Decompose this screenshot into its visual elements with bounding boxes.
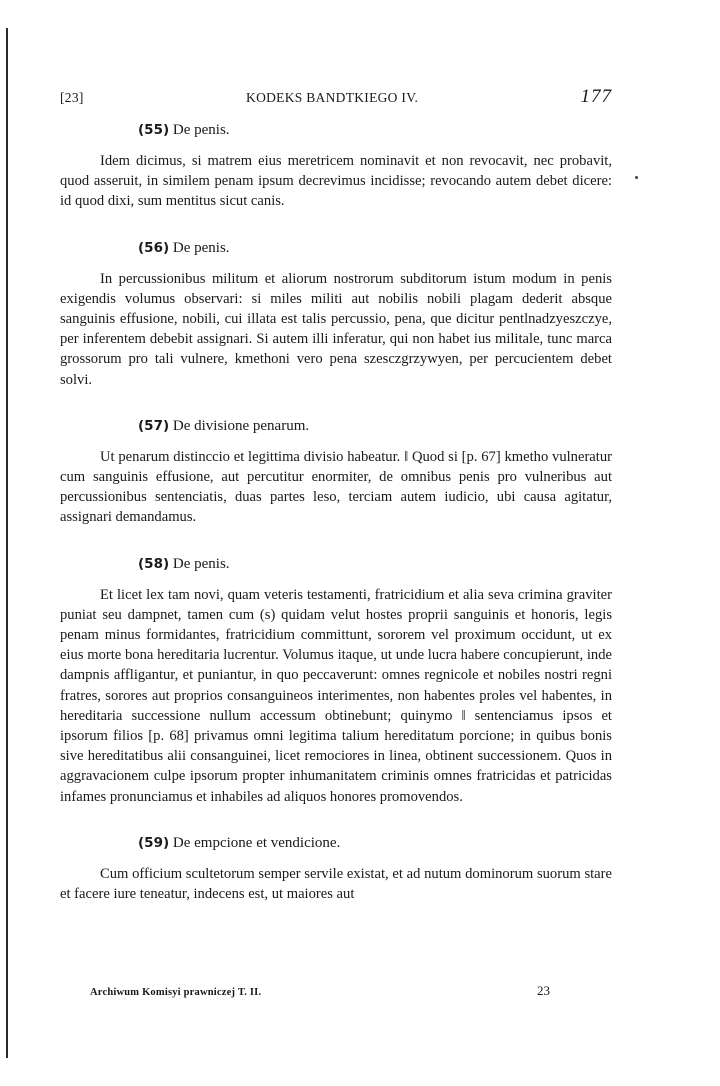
running-header bbox=[60, 86, 612, 110]
section-number: (58) bbox=[138, 555, 170, 572]
header-page-number: 177 bbox=[580, 86, 612, 107]
section-57 bbox=[60, 416, 612, 528]
section-title: De penis. bbox=[169, 122, 230, 138]
section-59 bbox=[60, 833, 612, 904]
footer-source: Archiwum Komisyi prawniczej T. II. bbox=[90, 987, 262, 998]
section-58 bbox=[60, 554, 612, 807]
footer-signature: 23 bbox=[537, 983, 550, 998]
page-body bbox=[60, 86, 612, 904]
page-footer bbox=[90, 983, 550, 999]
section-title: De penis. bbox=[169, 239, 230, 256]
header-title: KODEKS BANDTKIEGO IV. bbox=[246, 90, 419, 105]
section-paragraph: Cum officium scultetorum semper servile existat, et ad nutum dominorum suorum stare et facere iure teneatur, indecens est, ut maiores aut bbox=[60, 865, 612, 903]
section-number: (56) bbox=[138, 239, 170, 256]
section-number: (59) bbox=[138, 834, 170, 851]
section-paragraph: Et licet lex tam novi, quam veteris testamenti, fratricidium et alia seva crimina graviter puniat seu dampnet, tamen cum (s) quidam velut hostes proprii sanguinis et honoris, legis penam minus formidantes, fratricidium committunt, sororem vel proximum occidunt, ut ex eius morte bona hereditaria lucrentur. Volumus itaque, ut unde lucra habere concupierunt, inde dampnis affligantur, et puniantur, in quo peccaverunt: omnes regnicole et nobiles nostri regni fratres, sorores aut proprios consanguineos interimentes, non habentes proles vel habentes, in hereditaria successione nullum accessum obtinebunt; quinymo ‖ sentenciamus ipsos et ipsorum filios [p. 68] privamus omni legitima talium hereditatum porcione; in quibus bonis sive hereditatibus alii consanguinei, licet remociores in linea, obtinent successionem. Quos in aggravacionem culpe ipsorum propter inhumanitatem criminis omnes fratricidas et patricidas infames pronunciamus et inhabiles ad aliquos honores promovendos. bbox=[60, 586, 612, 805]
section-heading bbox=[138, 238, 612, 258]
scan-speck bbox=[635, 176, 638, 179]
section-heading bbox=[138, 833, 612, 853]
header-section-ref: [23] bbox=[60, 90, 84, 105]
section-number: (55) bbox=[138, 122, 170, 138]
section-55 bbox=[60, 120, 612, 212]
section-paragraph: In percussionibus militum et aliorum nostrorum subditorum istum modum in penis exigendis volumus observari: si miles militi aut nobilis nobili plagam dederit absque sanguinis effusione, nobili, cui illata est talis percussio, pena, que dicitur pentlnadzyeszczye, per inferentem debebit assignari. Si autem illi inferatur, qui non habet ius militale, tunc marca grossorum pro tali vulnere, kmethoni vero pena szesczgrzywyen, per percucientem debet solvi. bbox=[60, 270, 612, 388]
section-heading bbox=[138, 416, 612, 436]
section-title: De penis. bbox=[169, 555, 230, 572]
section-heading bbox=[138, 120, 612, 140]
section-paragraph: Idem dicimus, si matrem eius meretricem nominavit et non revocavit, nec probavit, quod asseruit, in similem penam ipsum decrevimus incidisse; revocando autem debet dicere: id quod dixi, sum mentitus sicut canis. bbox=[60, 153, 612, 210]
section-title: De empcione et vendicione. bbox=[169, 834, 341, 851]
section-number: (57) bbox=[138, 417, 170, 434]
section-paragraph: Ut penarum distinccio et legittima divisio habeatur. ‖ Quod si [p. 67] kmetho vulneratur cum sanguinis effusione, aut percutitur enormiter, de omnibus penis pro vulneribus aut percussionibus sentenciatis, duas partes leso, terciam autem iudicio, ubi causa agitatur, assignari demandamus. bbox=[60, 448, 612, 526]
binding-edge-line bbox=[6, 28, 8, 1058]
section-title: De divisione penarum. bbox=[169, 417, 310, 434]
section-heading bbox=[138, 554, 612, 574]
section-56 bbox=[60, 238, 612, 390]
